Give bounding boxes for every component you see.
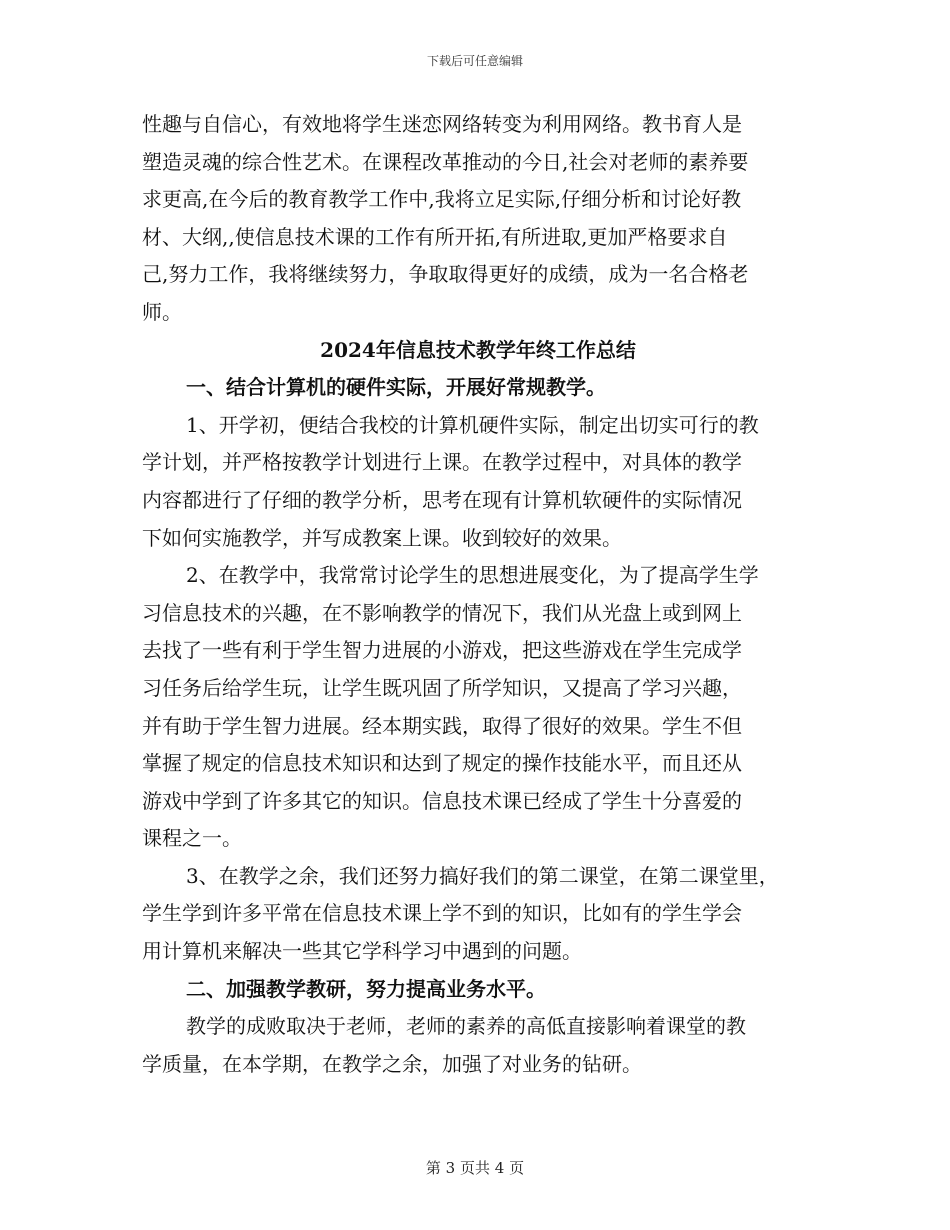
body-line: 下如何实施教学，并写成教案上课。收到较好的效果。 (142, 525, 622, 550)
body-line: 己,努力工作，我将继续努力，争取取得更好的成绩，成为一名合格老 (142, 262, 749, 287)
body-line: 去找了一些有利于学生智力进展的小游戏，把这些游戏在学生完成学 (142, 638, 742, 663)
section-heading: 二、加强教学教研，努力提高业务水平。 (186, 976, 546, 1001)
body-line: 习任务后给学生玩，让学生既巩固了所学知识，又提高了学习兴趣， (142, 675, 742, 700)
body-line: 3、在教学之余，我们还努力搞好我们的第二课堂，在第二课堂里， (186, 863, 779, 888)
document-body (142, 106, 814, 1083)
section-heading: 一、结合计算机的硬件实际，开展好常规教学。 (186, 375, 606, 400)
page-footer: 第 3 页共 4 页 (425, 1159, 525, 1177)
body-line: 教学的成败取决于老师，老师的素养的高低直接影响着课堂的教 (186, 1014, 746, 1039)
body-line: 师。 (142, 299, 182, 324)
body-line: 课程之一。 (142, 826, 242, 851)
body-line: 求更高,在今后的教育教学工作中,我将立足实际,仔细分析和讨论好教 (142, 187, 742, 212)
page-header: 下载后可任意编辑 (426, 54, 523, 68)
body-line: 学质量，在本学期，在教学之余，加强了对业务的钻研。 (142, 1051, 642, 1076)
body-line: 塑造灵魂的综合性艺术。在课程改革推动的今日,社会对老师的素养要 (142, 149, 749, 174)
body-line: 用计算机来解决一些其它学科学习中遇到的问题。 (142, 939, 582, 964)
body-line: 习信息技术的兴趣，在不影响教学的情况下，我们从光盘上或到网上 (142, 600, 742, 625)
body-line: 1、开学初，便结合我校的计算机硬件实际，制定出切实可行的教 (186, 412, 759, 437)
body-line: 2、在教学中，我常常讨论学生的思想进展变化，为了提高学生学 (186, 563, 759, 588)
body-line: 性趣与自信心，有效地将学生迷恋网络转变为利用网络。教书育人是 (142, 112, 742, 136)
body-line: 学计划，并严格按教学计划进行上课。在教学过程中，对具体的教学 (142, 450, 742, 475)
body-line: 掌握了规定的信息技术知识和达到了规定的操作技能水平，而且还从 (142, 751, 742, 776)
body-line: 游戏中学到了许多其它的知识。信息技术课已经成了学生十分喜爱的 (142, 788, 742, 813)
body-line: 并有助于学生智力进展。经本期实践，取得了很好的效果。学生不但 (142, 713, 742, 738)
document-title: 2024年信息技术教学年终工作总结 (320, 337, 636, 362)
body-line: 内容都进行了仔细的教学分析，思考在现有计算机软硬件的实际情况 (142, 487, 742, 512)
body-line: 学生学到许多平常在信息技术课上学不到的知识，比如有的学生学会 (142, 901, 742, 926)
body-line: 材、大纲,,使信息技术课的工作有所开拓,有所进取,更加严格要求自 (142, 224, 728, 249)
